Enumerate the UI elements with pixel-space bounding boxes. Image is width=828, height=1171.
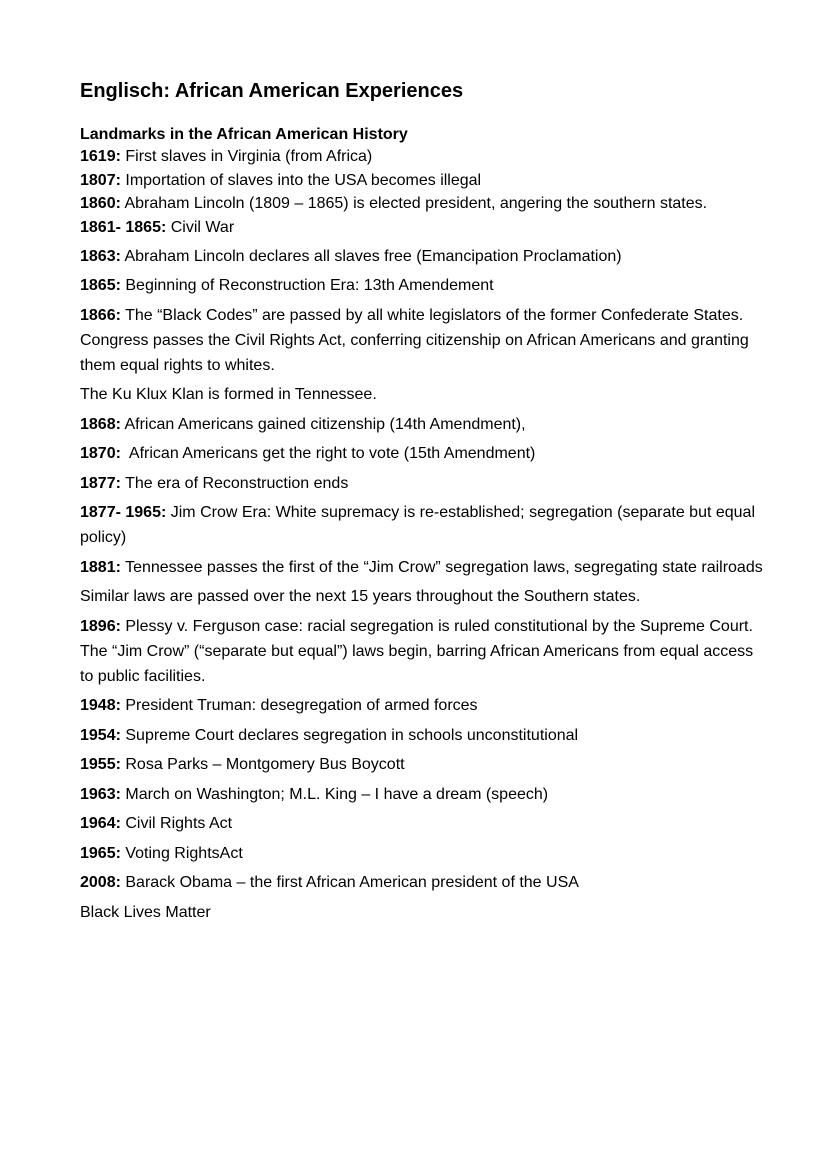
timeline-entry [80,723,770,748]
entry-text: Importation of slaves into the USA becomes illegal [120,171,482,189]
timeline-entry [80,870,770,895]
entry-year: 1865: [80,277,121,294]
entry-text: Plessy v. Ferguson case: racial segregation is ruled constitutional by the Supreme Court. The “Jim Crow” (“separate but equal”) laws begin, barring African Americans from equal access to public facilities. [80,617,754,685]
entry-year: 1807: [80,171,121,189]
entry-year: 1955: [80,756,121,773]
document-title: Englisch: African American Experiences [80,80,464,102]
entry-text: Rosa Parks – Montgomery Bus Boycott [120,756,405,773]
entry-year: 1881: [80,558,121,576]
timeline-entry [80,811,770,836]
timeline-entry [80,382,770,407]
entry-year: 1860: [80,195,121,212]
entry-year: 1965: [80,844,121,862]
timeline-entry [80,145,770,169]
entry-text: Supreme Court declares segregation in schools unconstitutional [120,726,579,744]
entry-year: 1870: [80,445,121,462]
timeline-entry [80,303,770,378]
entry-year: 1619: [80,148,121,165]
entry-text: Abraham Lincoln (1809 – 1865) is elected president, angering the southern states. [120,195,708,212]
entry-year: 2008: [80,874,121,891]
entry-text: Jim Crow Era: White supremacy is re-established; segregation (separate but equal policy) [80,504,756,546]
timeline-entry [80,216,770,240]
timeline-entry [80,471,770,496]
entry-text: Abraham Lincoln declares all slaves free (Emancipation Proclamation) [120,247,622,265]
entry-text: African Americans gained citizenship (14th Amendment), [120,415,526,433]
section-title: Landmarks in the African American History [80,126,408,143]
timeline-entry [80,555,770,580]
timeline-entry [80,752,770,777]
timeline-entry [80,614,770,689]
entry-text: March on Washington; M.L. King – I have a dream (speech) [120,785,549,803]
entry-text: The Ku Klux Klan is formed in Tennessee. [80,386,377,403]
entry-year: 1963: [80,785,121,803]
timeline-entry [80,441,770,466]
timeline-entry [80,169,770,193]
entry-text: Tennessee passes the first of the “Jim Crow” segregation laws, segregating state railroads [120,558,763,576]
timeline-entry [80,412,770,437]
timeline-entry [80,841,770,866]
entry-text: African Americans get the right to vote (15th Amendment) [120,445,536,462]
timeline-entry [80,900,770,925]
entry-text: Black Lives Matter [80,903,211,921]
timeline-entry [80,244,770,269]
entry-text: The “Black Codes” are passed by all white legislators of the former Confederate States. Congress passes the Civil Rights Act, conferring citizenship on African Americans and granting them equal rights to whites. [80,306,749,374]
entry-year: 1877- 1965: [80,504,167,521]
timeline-entry [80,693,770,718]
timeline-entry [80,782,770,807]
entry-text: The era of Reconstruction ends [120,474,349,492]
entry-year: 1954: [80,726,121,744]
entry-text: Voting RightsAct [120,844,243,862]
timeline-entry [80,273,770,298]
entry-year: 1896: [80,617,121,635]
timeline-entry [80,584,770,609]
entry-year: 1964: [80,815,121,832]
timeline-entry [80,500,770,550]
entry-year: 1877: [80,474,121,492]
entry-year: 1863: [80,247,121,265]
entry-year: 1868: [80,415,121,433]
entry-text: President Truman: desegregation of armed forces [120,697,478,714]
entry-text: Similar laws are passed over the next 15 years throughout the Southern states. [80,588,641,605]
entry-year: 1948: [80,697,121,714]
document-page [80,78,770,925]
entry-year: 1866: [80,306,121,324]
entry-year: 1861- 1865: [80,218,167,236]
timeline-entry [80,192,770,216]
entry-text: Civil War [166,218,235,236]
entry-text: First slaves in Virginia (from Africa) [120,148,373,165]
entry-text: Civil Rights Act [120,815,233,832]
entry-text: Barack Obama – the first African American president of the USA [120,874,579,891]
entry-text: Beginning of Reconstruction Era: 13th Amendement [120,277,494,294]
